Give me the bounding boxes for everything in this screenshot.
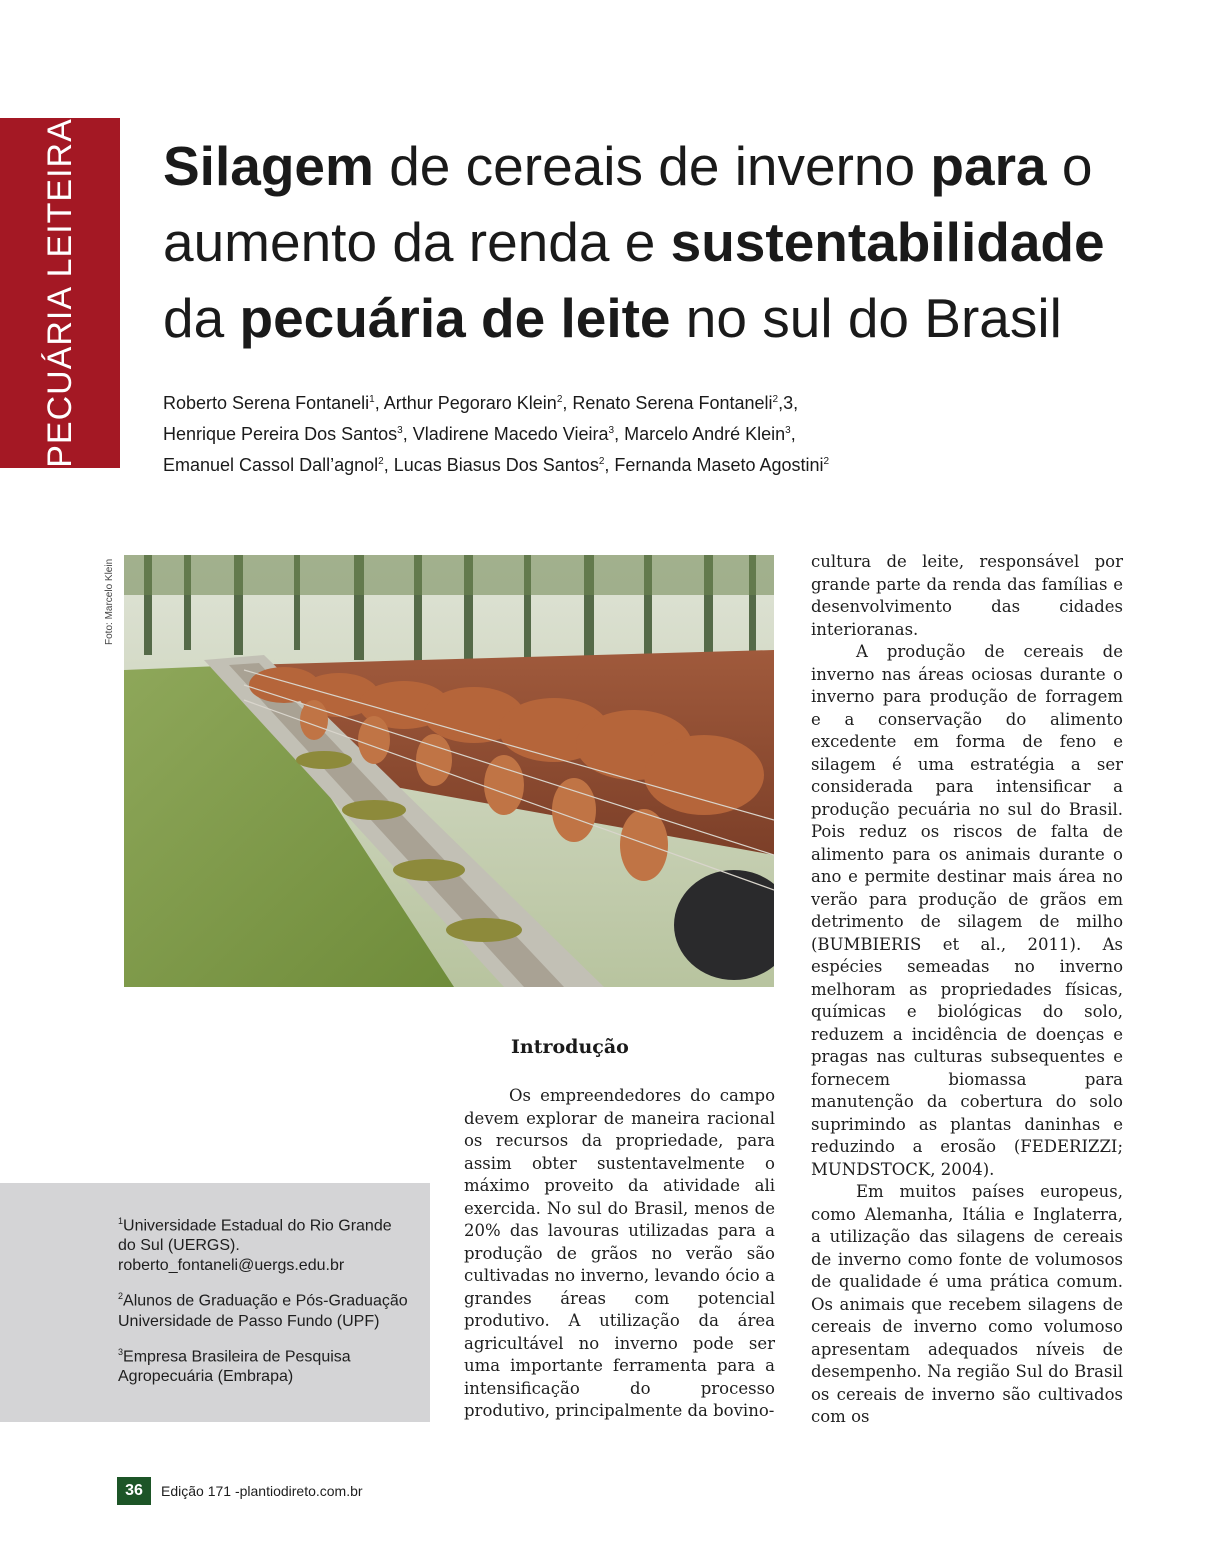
author-name: Fernanda Maseto Agostini bbox=[614, 455, 824, 475]
affiliations-box bbox=[0, 1183, 430, 1422]
author-name: Vladirene Macedo Vieira bbox=[412, 424, 609, 444]
title-line-1: Silagem de cereais de inverno para o bbox=[163, 135, 1093, 197]
photo-credit: Foto: Marcelo Klein bbox=[104, 558, 115, 645]
paragraph: Em muitos países europeus, como Alemanha, Itália e Inglaterra, a utilização das silagens de cereais de inverno como fonte de volumosos de qualidade é uma prática comum. Os animais que recebem silagens de cereais de inverno como volumoso apresentam adequados níveis de desempenho. Na região Sul do Brasil os cereais de inverno são cultivados com os bbox=[811, 1182, 1123, 1426]
section-tab-label: PECUÁRIA LEITEIRA bbox=[40, 118, 79, 468]
body-column-middle bbox=[464, 1085, 775, 1423]
cattle-feeding-photo bbox=[124, 555, 774, 987]
author-list: Roberto Serena Fontaneli$^1$, Arthur Pegoraro Klein$^2$, Renato Serena Fontaneli$^2$,3, Henrique Pereira Dos Santos$^3$, Vladirene Macedo Vieira$^3$, Marcelo André Klein$^3$, Emanuel Cassol Dall’agnol$^2$, Lucas Biasus Dos Santos$^2$, Fernanda Maseto Agostini$^2$ bbox=[163, 393, 830, 475]
author-name: Lucas Biasus Dos Santos bbox=[393, 455, 599, 475]
affiliation-item: $^2$Alunos de Graduação e Pós-Graduação Universidade de Passo Fundo (UPF) bbox=[118, 1291, 408, 1330]
site-link: plantiodireto.com.br bbox=[239, 1483, 363, 1499]
paragraph: A produção de cereais de inverno nas áreas ociosas durante o inverno para produção de forragem e a conservação do alimento excedente em forma de feno e silagem é uma estratégia a ser considerada para intensificar a produção pecuária no sul do Brasil. Pois reduz os riscos de falta de alimento para os animais durante o ano e permite destinar mais área no verão para produção de grãos em detrimento de silagem de milho (BUMBIERIS et al., 2011). As espécies semeadas no inverno melhoram as propriedades físicas, químicas e biológicas do solo, reduzem a incidência de doenças e pragas nas culturas subsequentes e fornecem biomassa para manutenção da cobertura do solo suprimindo as plantas daninhas e reduzindo a erosão (FEDERIZZI; MUNDSTOCK, 2004). bbox=[811, 642, 1123, 1179]
author-name: Renato Serena Fontaneli bbox=[572, 393, 773, 413]
author-name: Henrique Pereira Dos Santos bbox=[163, 424, 398, 444]
body-column-right bbox=[811, 551, 1123, 1429]
affiliation-item: $^3$Empresa Brasileira de Pesquisa Agropecuária (Embrapa) bbox=[118, 1346, 351, 1385]
paragraph: Os empreendedores do campo devem explorar de maneira racional os recursos da propriedade, para assim obter sustentavelmente o máximo proveito da atividade ali exercida. No sul do Brasil, menos de 20% das lavouras utilizadas para a produção de grãos no verão são cultivadas no inverno, levando ócio a grandes áreas com potencial produtivo. A utilização da área agricultável no inverno pode ser uma importante ferramenta para a intensificação do processo produtivo, principalmente da bovino- bbox=[464, 1086, 775, 1420]
page-number: 36 bbox=[117, 1477, 151, 1505]
page-footer bbox=[117, 1477, 363, 1505]
title-line-2: aumento da renda e sustentabilidade bbox=[163, 211, 1105, 273]
edition-label: Edição 171 - bbox=[161, 1483, 240, 1499]
title-line-3: da pecuária de leite no sul do Brasil bbox=[163, 287, 1062, 349]
author-name: Roberto Serena Fontaneli bbox=[163, 393, 370, 413]
section-heading-introducao: Introdução bbox=[511, 1036, 629, 1058]
author-name: Emanuel Cassol Dall’agnol bbox=[163, 455, 379, 475]
author-email: roberto_fontaneli@uergs.edu.br bbox=[118, 1257, 345, 1275]
paragraph: cultura de leite, responsável por grande parte da renda das famílias e desenvolvimento das cidades interioranas. bbox=[811, 552, 1123, 639]
author-name: Marcelo André Klein bbox=[624, 424, 786, 444]
article-title bbox=[163, 128, 1173, 356]
author-name: Arthur Pegoraro Klein bbox=[383, 393, 557, 413]
affiliation-item: $^1$Universidade Estadual do Rio Grande do Sul (UERGS). roberto_fontaneli@uergs.edu.br bbox=[118, 1211, 418, 1276]
section-tab bbox=[0, 118, 120, 468]
